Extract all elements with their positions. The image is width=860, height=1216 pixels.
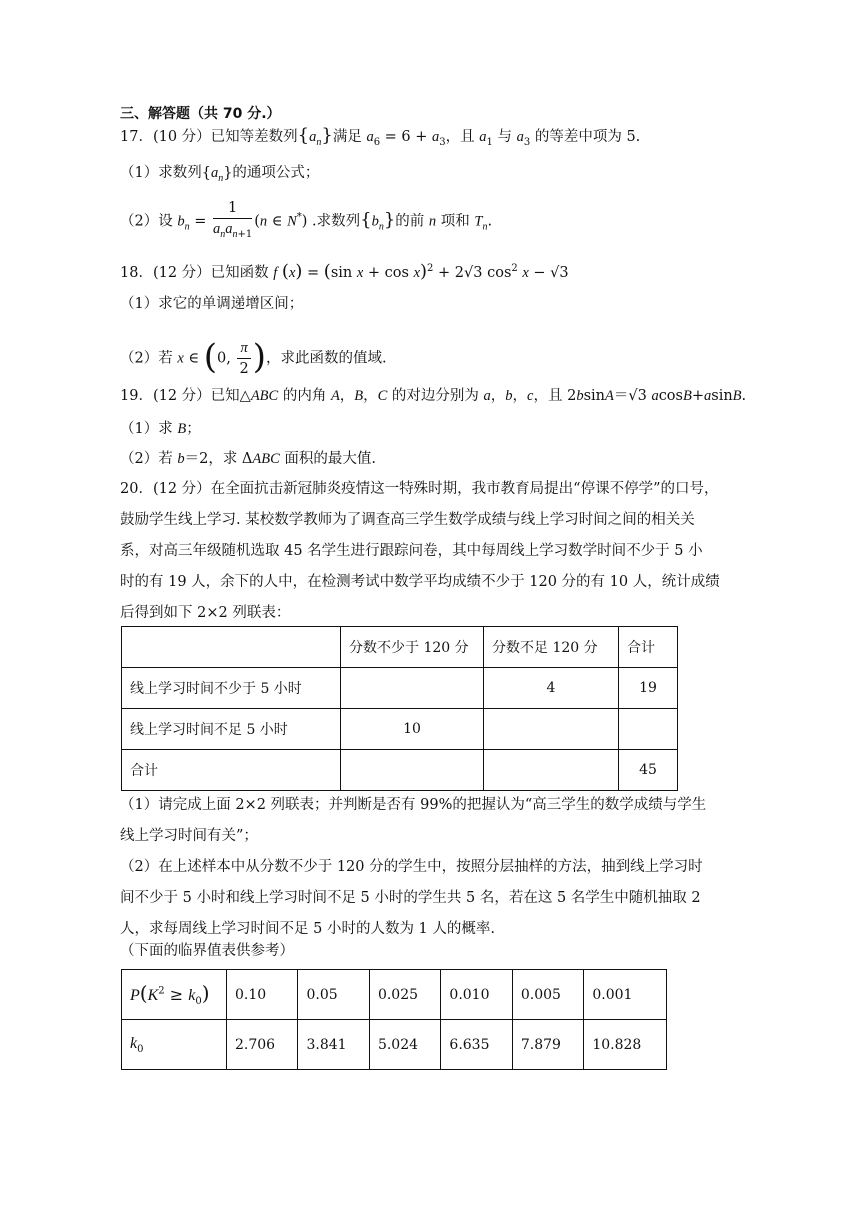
q18-stem: 18．(12 分）已知函数 f (x) = (sin x + cos x)$^2$ + 2√3 $\cos^2 x - √3$ (120, 260, 569, 282)
table-cell: 0.025 (369, 970, 440, 1020)
table-cell: 0.001 (584, 970, 667, 1020)
table-cell (122, 627, 341, 668)
table-cell: 合计 (619, 627, 678, 668)
table-cell: 线上学习时间不足 5 小时 (122, 709, 341, 750)
q19-part2: （2）若 b＝2，求 ΔABC 面积的最大值. (120, 451, 377, 467)
q18-part1: （1）求它的单调递增区间； (120, 296, 304, 312)
table-cell: 4 (484, 668, 619, 709)
table-cell: 3.841 (298, 1020, 369, 1070)
q20-line3: 系，对高三年级随机选取 45 名学生进行跟踪问卷，其中每周线上学习数学时间不少于 5 小 (120, 543, 703, 559)
table-cell-label: $k_0$ (122, 1020, 227, 1070)
contingency-table (121, 626, 678, 791)
table-cell (484, 709, 619, 750)
table-cell: 分数不少于 120 分 (341, 627, 484, 668)
table-row (122, 668, 678, 709)
table-cell: 19 (619, 668, 678, 709)
table-cell: 45 (619, 750, 678, 791)
table-cell (341, 750, 484, 791)
q19-part1: （1）求 B； (120, 421, 201, 437)
table-cell: 0.005 (512, 970, 583, 1020)
critical-value-table (121, 969, 667, 1070)
table-row (122, 970, 667, 1020)
table-cell: 线上学习时间不少于 5 小时 (122, 668, 341, 709)
table-header-row (122, 627, 678, 668)
table-cell: 7.879 (512, 1020, 583, 1070)
table-cell: 分数不足 120 分 (484, 627, 619, 668)
table-cell: 0.010 (441, 970, 512, 1020)
q20-part2-line3: 人，求每周线上学习时间不足 5 小时的人数为 1 人的概率. (120, 921, 495, 937)
q20-part2-line2: 间不少于 5 小时和线上学习时间不足 5 小时的学生共 5 名，若在这 5 名学生中随机抽取 2 (120, 890, 701, 906)
table-row (122, 709, 678, 750)
table-cell: 0.05 (298, 970, 369, 1020)
section-title: 三、解答题（共 70 分.） (120, 106, 281, 122)
table-cell (619, 709, 678, 750)
q20-line1: 20．(12 分）在全面抗击新冠肺炎疫情这一特殊时期，我市教育局提出“停课不停学”的口号， (120, 481, 719, 497)
table-cell: 6.635 (441, 1020, 512, 1070)
reference-note: （下面的临界值表供参考） (120, 943, 294, 959)
q17-part2: （2）设 $b_n$ = $\frac{1}{a_na_{n+1}}$ (n ∈ N*) .求数列$\{b_n\}$的前 n 项和 $T_n$. (120, 200, 493, 240)
table-cell: 0.10 (227, 970, 298, 1020)
table-cell-label: $P(K^2 \ge k_0)$ (122, 970, 227, 1020)
q17-stem: 17．(10 分）已知等差数列$\{a_n\}$满足 $a_6 = 6 + a_3$，且 $a_1$ 与 $a_3$ 的等差中项为 5. (120, 125, 641, 148)
table-cell: 5.024 (369, 1020, 440, 1070)
table-cell (484, 750, 619, 791)
q20-line4: 时的有 19 人，余下的人中，在检测考试中数学平均成绩不少于 120 分的有 10 人，统计成绩 (120, 574, 720, 590)
table-cell: 10.828 (584, 1020, 667, 1070)
q20-part1-line1: （1）请完成上面 2×2 列联表；并判断是否有 99%的把握认为“高三学生的数学成绩与学生 (120, 797, 707, 813)
q19-stem: 19．(12 分）已知△ABC 的内角 A，B，C 的对边分别为 a，b，c，且 2bsinA＝√3 acosB+asinB. (120, 388, 747, 404)
table-row (122, 750, 678, 791)
q20-part2-line1: （2）在上述样本中从分数不少于 120 分的学生中，按照分层抽样的方法，抽到线上学习时 (120, 859, 703, 875)
q17-part1: （1）求数列$\{a_n\}$的通项公式； (120, 165, 320, 184)
table-cell: 2.706 (227, 1020, 298, 1070)
q20-line2: 鼓励学生线上学习. 某校数学教师为了调查高三学生数学成绩与线上学习时间之间的相关关 (120, 512, 695, 528)
q20-part1-line2: 线上学习时间有关”； (120, 828, 258, 844)
q18-part2: （2）若 x ∈ (0, $\frac{\pi}{2}$ )，求此函数的值域. (120, 336, 387, 377)
q20-line5: 后得到如下 2×2 列联表： (120, 605, 291, 621)
table-cell: 合计 (122, 750, 341, 791)
table-cell (341, 668, 484, 709)
table-cell: 10 (341, 709, 484, 750)
table-row (122, 1020, 667, 1070)
